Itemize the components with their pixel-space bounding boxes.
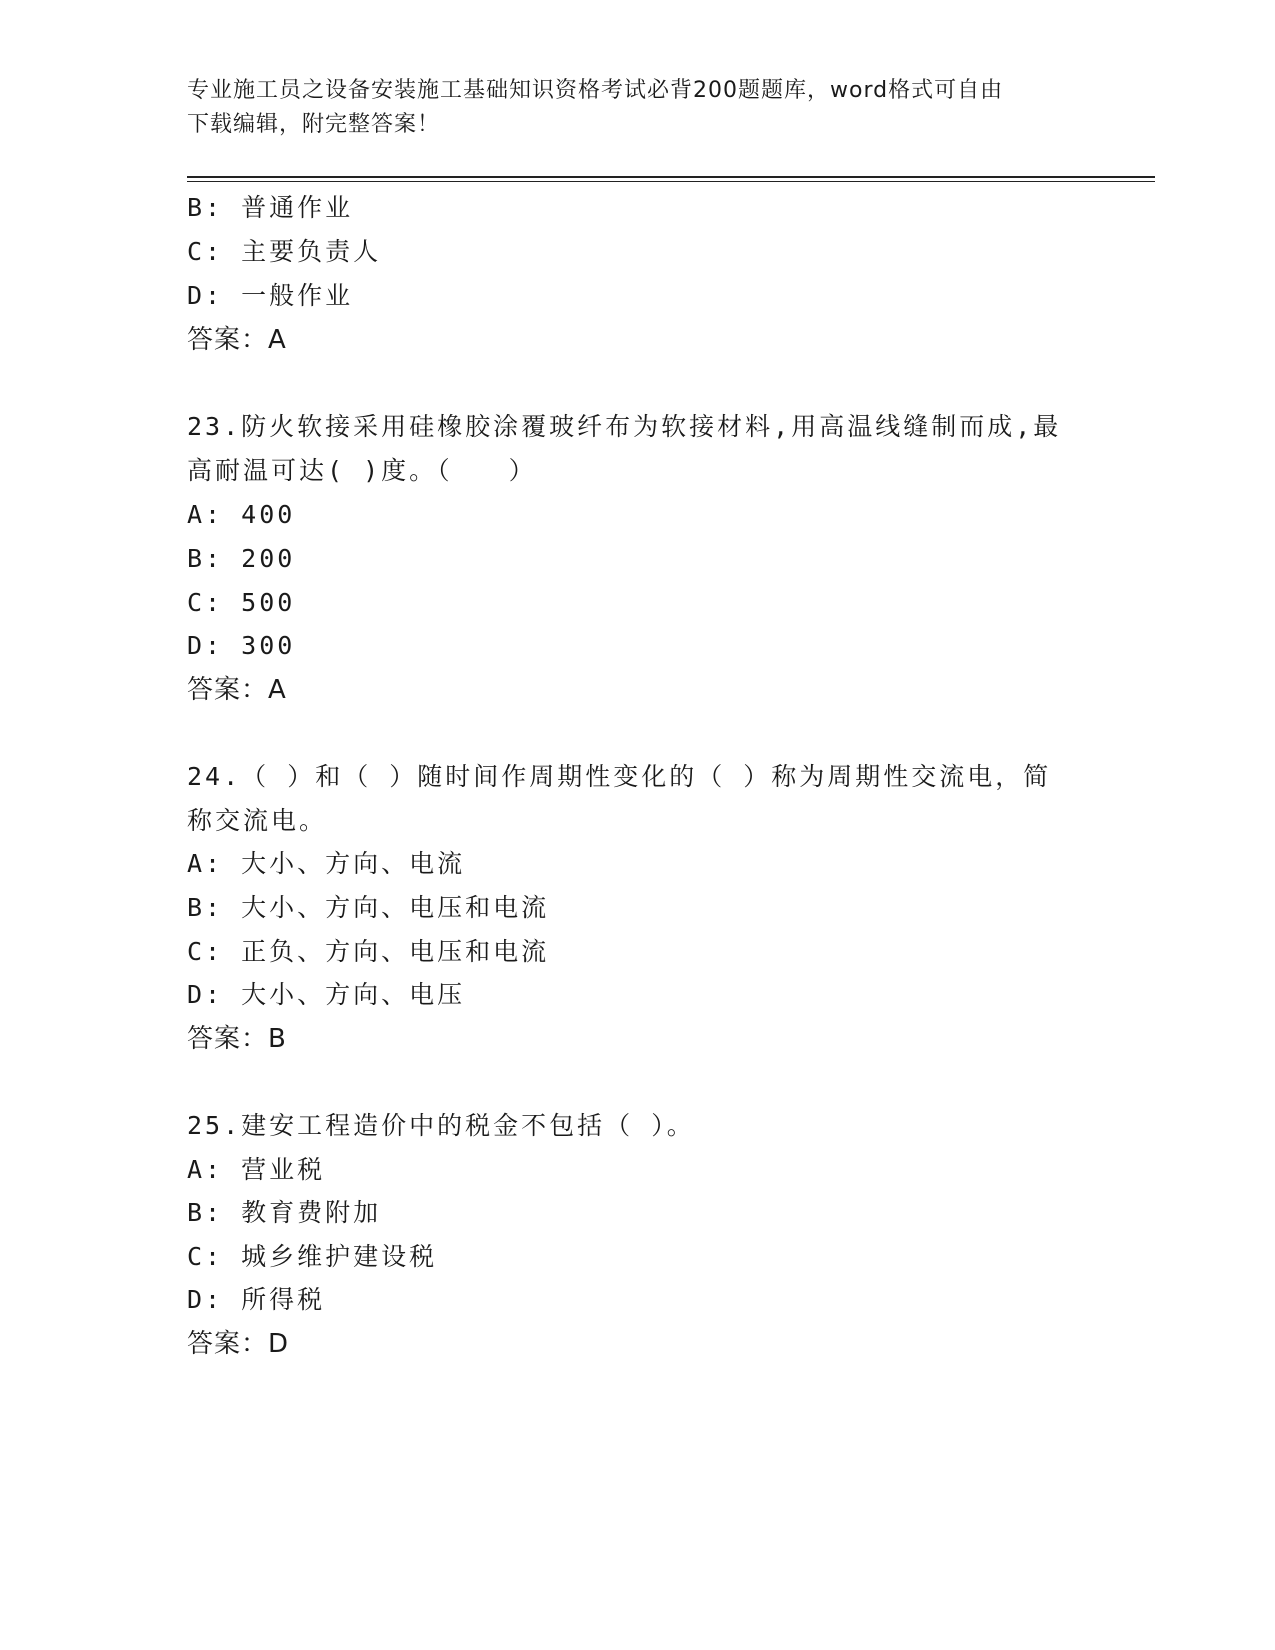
- q23-option-a: A: 400: [187, 500, 296, 529]
- q25-answer: 答案：D: [187, 1329, 290, 1359]
- q23-answer: 答案：A: [187, 675, 287, 705]
- q24-option-d: D: 大小、方向、电压: [187, 980, 466, 1009]
- q25-option-d: D: 所得税: [187, 1285, 326, 1314]
- q22-option-d: D: 一般作业: [187, 281, 354, 310]
- q23-option-c: C: 500: [187, 588, 296, 617]
- q23-option-b: B: 200: [187, 544, 296, 573]
- q24-option-a: A: 大小、方向、电流: [187, 849, 466, 878]
- q23-stem-line-2: 高耐温可达( )度。（ ）: [187, 456, 537, 485]
- q23-option-d: D: 300: [187, 631, 296, 660]
- document-header: [187, 74, 1087, 142]
- q25-option-b: B: 教育费附加: [187, 1198, 382, 1227]
- q23-stem-line-1: 23.防火软接采用硅橡胶涂覆玻纤布为软接材料,用高温线缝制而成,最: [187, 412, 1062, 441]
- header-line-2: 下载编辑，附完整答案！: [187, 112, 441, 137]
- q24-answer: 答案：B: [187, 1024, 287, 1054]
- q22-option-b: B: 普通作业: [187, 193, 354, 222]
- q25-option-c: C: 城乡维护建设税: [187, 1242, 438, 1271]
- q25-option-a: A: 营业税: [187, 1155, 326, 1184]
- q22-option-c: C: 主要负责人: [187, 237, 382, 266]
- q25-stem-line-1: 25.建安工程造价中的税金不包括（ ）。: [187, 1111, 695, 1140]
- q24-stem-line-2: 称交流电。: [187, 806, 328, 835]
- header-rule-thin: [187, 181, 1155, 182]
- q24-stem-line-1: 24.（ ）和（ ）随时间作周期性变化的（ ）称为周期性交流电，简: [187, 762, 1052, 791]
- q24-option-c: C: 正负、方向、电压和电流: [187, 937, 550, 966]
- q22-answer: 答案：A: [187, 325, 287, 355]
- q24-option-b: B: 大小、方向、电压和电流: [187, 893, 550, 922]
- header-rule-thick: [187, 176, 1155, 178]
- header-line-1: 专业施工员之设备安装施工基础知识资格考试必背200题题库，word格式可自由: [187, 78, 1004, 103]
